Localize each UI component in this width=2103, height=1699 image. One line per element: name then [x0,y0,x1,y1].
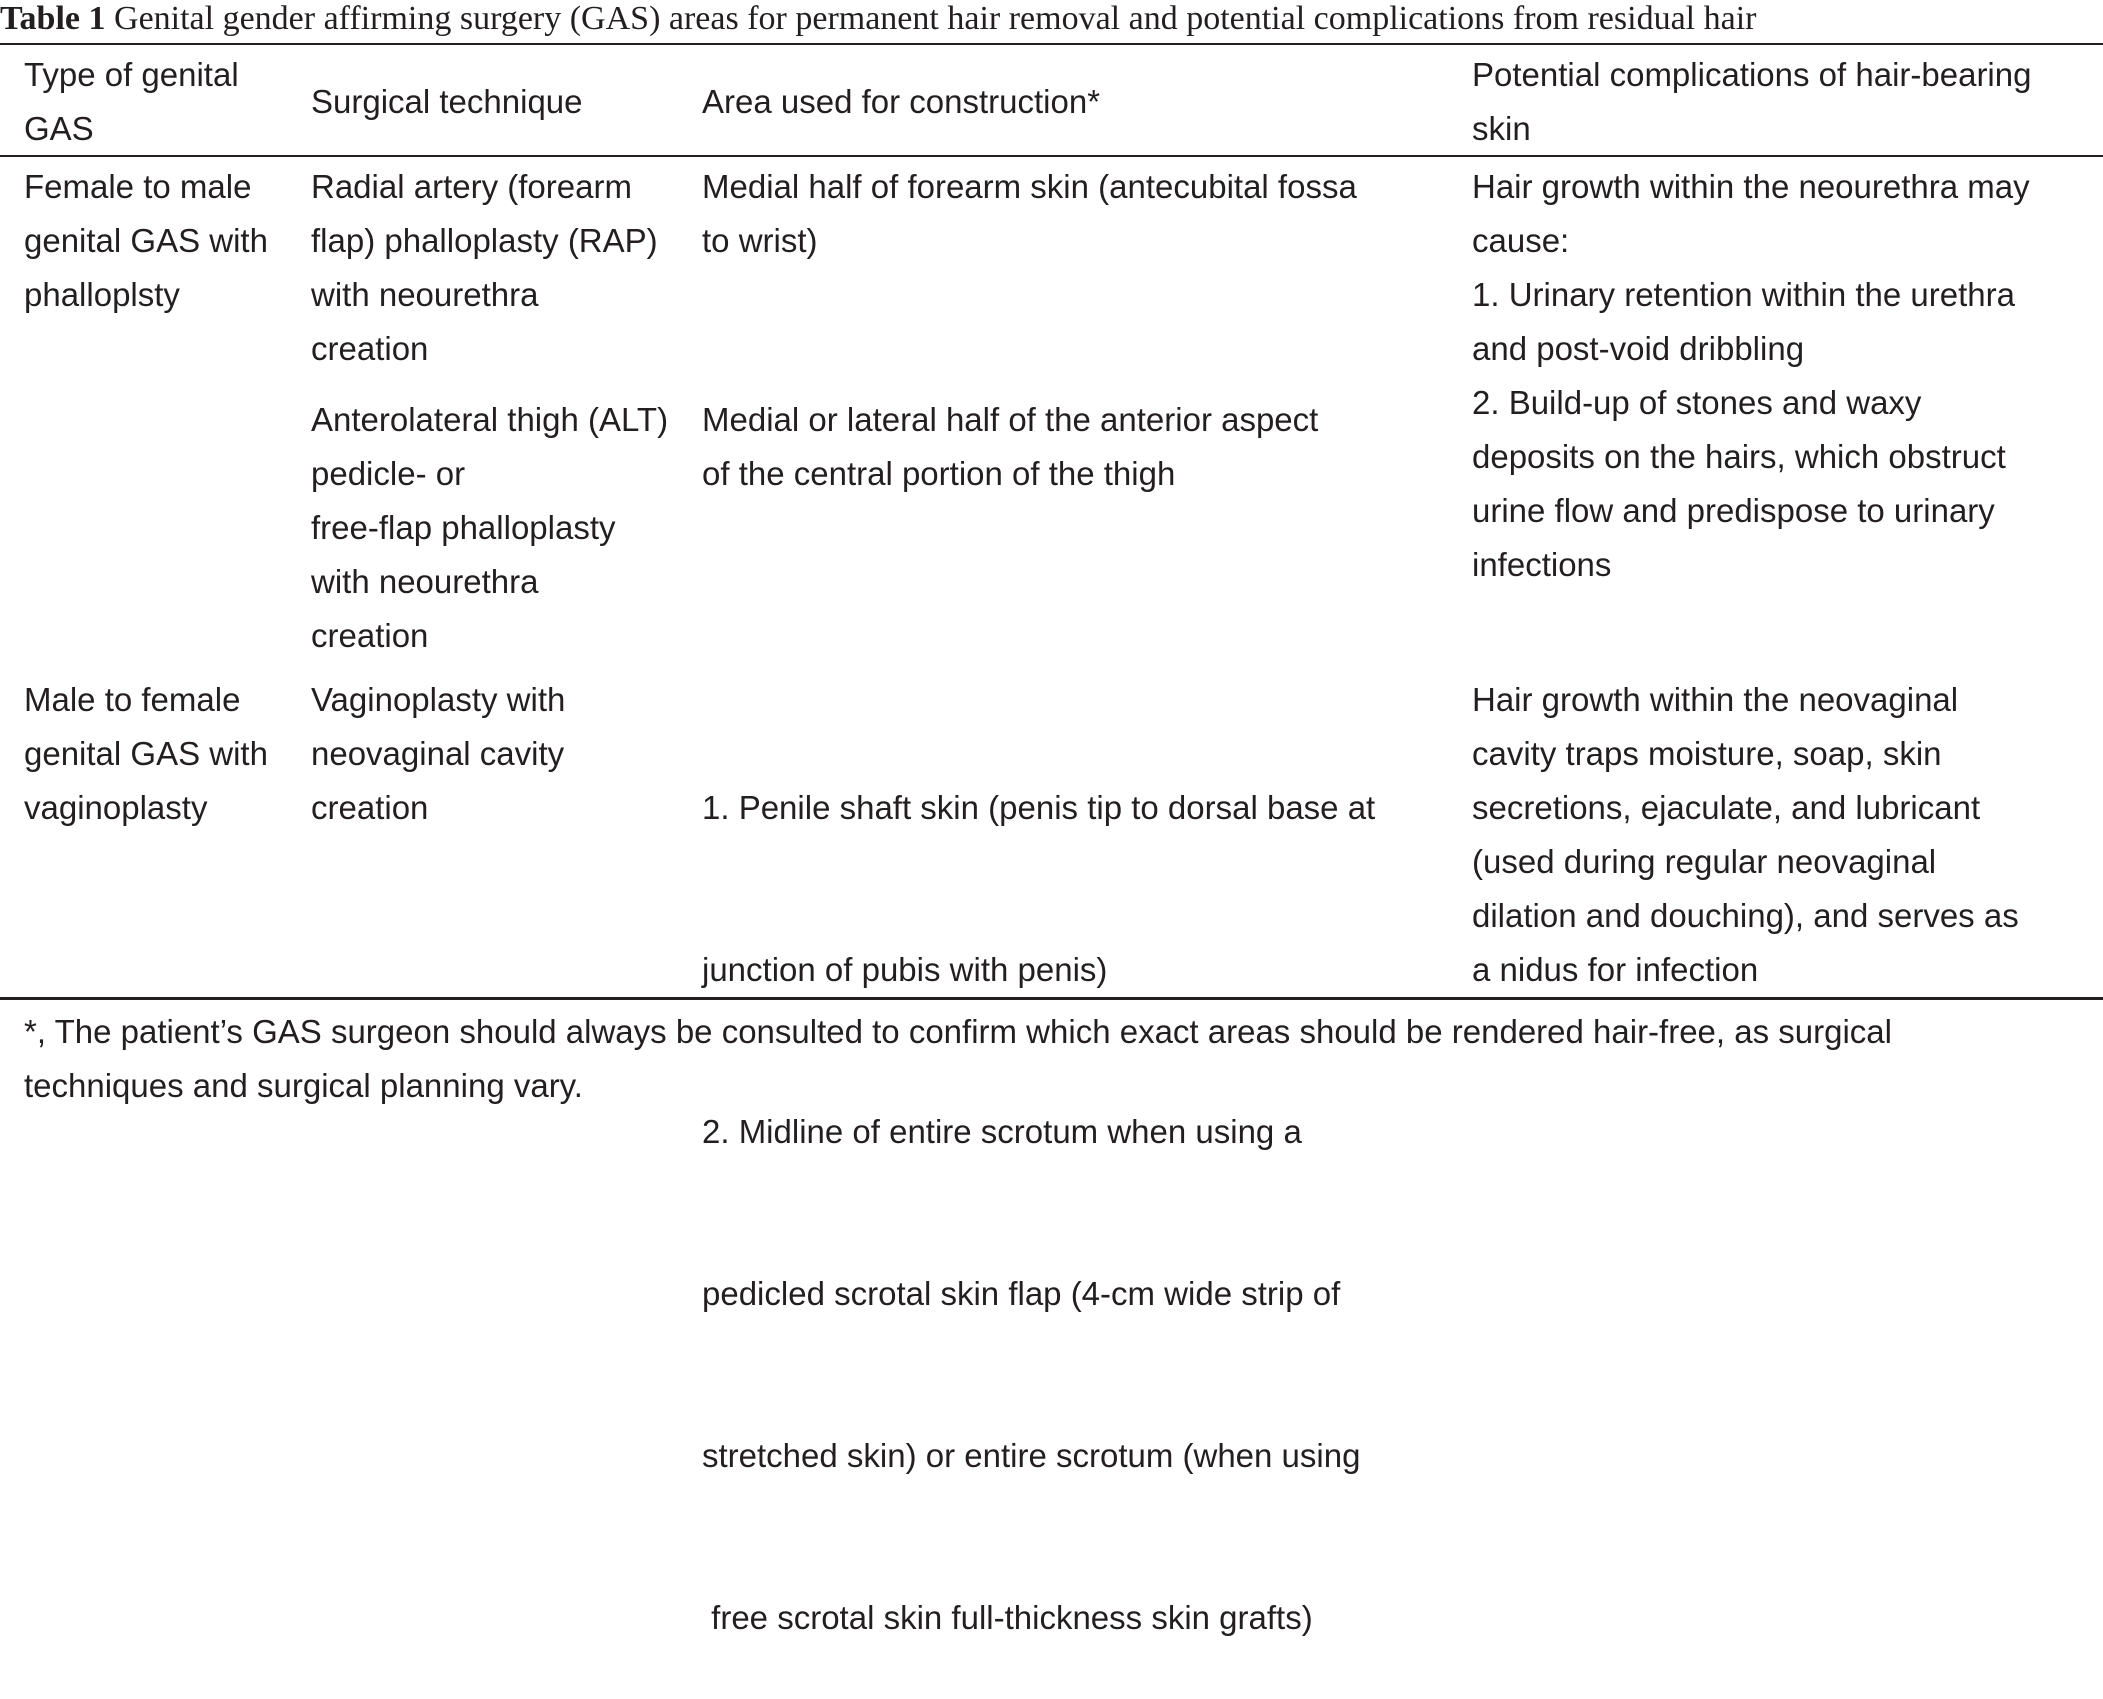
row-alt-area: Medial or lateral half of the anterior aspect of the central portion of the thigh [702,401,1319,492]
row-ftm-type: Female to male genital GAS with phalloplsty [24,168,268,313]
top-rule [0,43,2103,45]
header-area: Area used for construction* [702,83,1101,120]
bottom-rule [0,997,2103,1000]
header-technique: Surgical technique [311,83,583,120]
row-alt-technique: Anterolateral thigh (ALT) pedicle- or free-flap phalloplasty with neourethra creation [311,401,669,654]
table-label: Table 1 [0,0,106,37]
row-rap-technique: Radial artery (forearm flap) phalloplasty (RAP) with neourethra creation [311,168,658,367]
row-mtf-area: 1. Penile shaft skin (penis tip to dorsal base at junction of pubis with penis) 2. Midline of entire scrotum when using a pedicled scrotal skin flap (4-cm wide strip of stretched skin) or entire scrotum (when using free scrotal skin full-thickness skin grafts) [702,789,1376,1636]
table-footnote: *, The patient’s GAS surgeon should always be consulted to confirm which exact areas should be rendered hair-free, as surgical techniques and surgical planning vary. [24,1013,1892,1104]
header-rule [0,155,2103,157]
header-complications: Potential complications of hair-bearing skin [1472,56,2032,147]
header-type: Type of genital GAS [24,56,239,147]
row-mtf-technique: Vaginoplasty with neovaginal cavity creation [311,681,566,826]
row-mtf-complications: Hair growth within the neovaginal cavity traps moisture, soap, skin secretions, ejaculate, and lubricant (used during regular neovaginal dilation and douching), and serves as a nidus for infection [1472,681,2019,988]
row-mtf-type: Male to female genital GAS with vaginoplasty [24,681,268,826]
row-rap-area: Medial half of forearm skin (antecubital fossa to wrist) [702,168,1357,259]
table-title: Genital gender affirming surgery (GAS) areas for permanent hair removal and potential complications from residual hair [114,0,1757,37]
row-ftm-complications: Hair growth within the neourethra may cause: 1. Urinary retention within the urethra and post-void dribbling 2. Build-up of stones and waxy deposits on the hairs, which obstruct urine flow and predispose to urinary infections [1472,168,2030,583]
table-caption [0,0,2103,38]
